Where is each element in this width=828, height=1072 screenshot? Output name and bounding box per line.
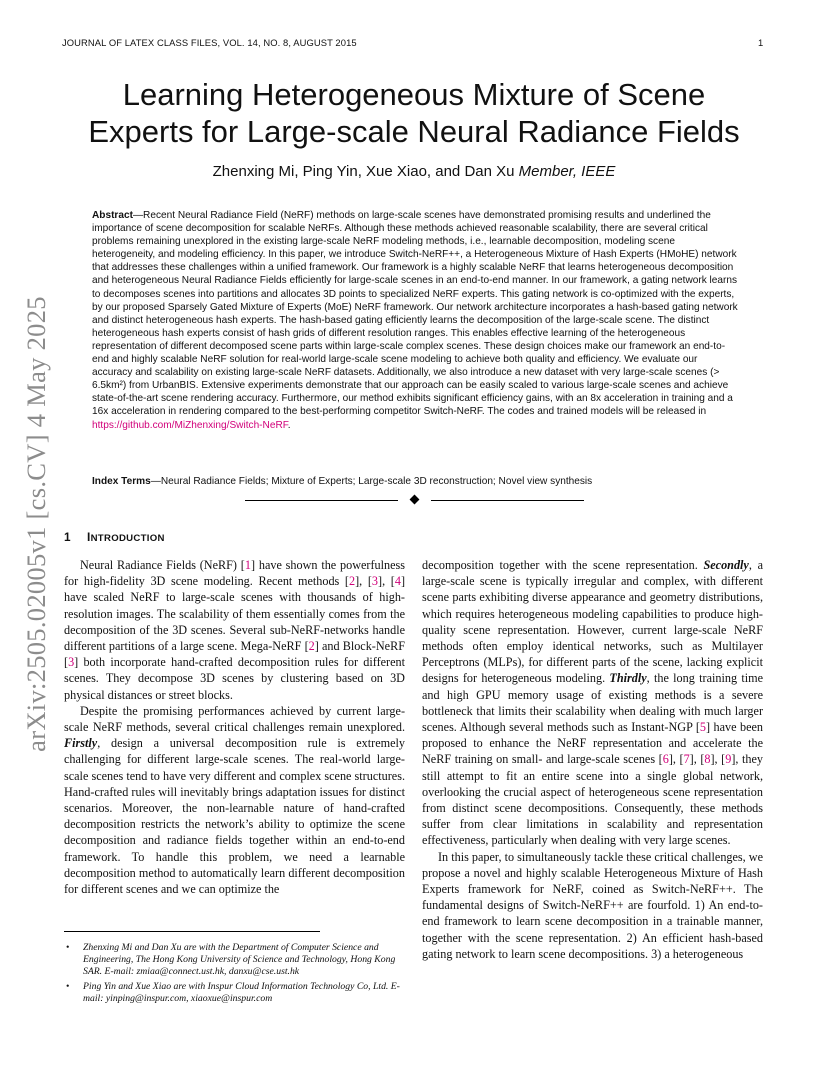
- author-list: [40, 163, 788, 180]
- right-column: [422, 557, 763, 962]
- abstract-label: Abstract: [92, 210, 133, 221]
- section-number: 1: [64, 530, 71, 544]
- title-line-1: Learning Heterogeneous Mixture of Scene: [122, 77, 706, 112]
- section-title-first: I: [87, 530, 91, 544]
- text-run: decomposition together with the scene representation.: [422, 558, 704, 572]
- bullet-icon: •: [66, 942, 70, 953]
- citation-link[interactable]: 4: [394, 574, 401, 589]
- bullet-icon: •: [66, 980, 70, 992]
- citation-link[interactable]: 3: [68, 655, 75, 670]
- citation-link[interactable]: 8: [704, 752, 711, 767]
- arxiv-identifier-stamp: arXiv:2505.02005v1 [cs.CV] 4 May 2025: [21, 296, 51, 752]
- index-terms: [92, 475, 738, 488]
- citation-link[interactable]: 5: [699, 720, 707, 735]
- title-line-2: Experts for Large-scale Neural Radiance Fields: [88, 114, 740, 149]
- section-title-rest: NTRODUCTION: [90, 533, 165, 544]
- footnote-text: Ping Yin and Xue Xiao are with Inspur Cloud Information Technology Co, Ltd. E-mail: yinping@inspur.com, xiaoxue@inspur.com: [83, 980, 400, 1004]
- text-run: In this paper, to simultaneously tackle these critical challenges, we propose a novel and highly scalable Heterogeneous Mixture of Hash Experts framework for NeRF, coined as Switch-NeRF++. The fundamental designs of Switch-NeRF++ are fourfold. 1) An end-to-end framework to learn scene decomposition in a trainable manner, together with the scene representation. 2) An efficient hash-based gating network to learn scene decompositions. 3) a heterogeneous: [422, 849, 763, 961]
- text-run: , the long training time and high GPU memory usage of existing methods is a severe bottleneck that limits their scalability when dealing with much larger scenes. Although several methods such as Instant-NGP [: [422, 671, 763, 735]
- abstract-text: —Recent Neural Radiance Field (NeRF) methods on large-scale scenes have demonstrated promising results and underlined the importance of scene decomposition for scalable NeRFs. Although these methods achieved reasonable scalability, there are several critical problems remaining unexplored in the existing large-scale NeRF modeling methods, i.e., learnable decomposition, modeling scene heterogeneity, and modeling efficiency. In this paper, we introduce Switch-NeRF++, a Heterogeneous Mixture of Hash Experts (HMoHE) network that addresses these challenges within a unified framework. Our framework is a highly scalable NeRF that learns heterogeneous decomposition and heterogeneous Neural Radiance Fields efficiently for large-scale scenes in an end-to-end manner. In our framework, a gating network learns to decomposes scenes into partitions and allocates 3D points to specialized NeRF experts. This gating network is co-optimized with the experts, by our proposed Sparsely Gated Mixture of Experts (MoE) NeRF framework. Our network architecture incorporates a hash-based gating network and distinct heterogeneous hash experts. The hash-based gating efficiently learns the decomposition of the large-scale scene. The distinct heterogeneous hash experts consist of hash grids of different resolution ranges. This enables effective learning of the heterogeneous representation of different decomposed scene parts within large-scale complex scenes. These design choices make our framework an end-to-end and highly scalable NeRF solution for real-world large-scale scene modeling to achieve both quality and efficiency. We evaluate our accuracy and scalability on existing large-scale NeRF datasets. Additionally, we also introduce a new dataset with very large-scale scenes (> 6.5km²) from UrbanBIS. Extensive experiments demonstrate that our approach can be easily scaled to various large-scale scenes and achieve state-of-the-art scene rendering accuracy. Furthermore, our method exhibits significant efficiency gains, with an 8x acceleration in training and a 16x acceleration in rendering compared to the best-performing competitor Switch-NeRF. The codes and trained models will be released in: [92, 210, 738, 418]
- footnote-item: [64, 942, 405, 979]
- paragraph-1: [64, 557, 405, 703]
- index-terms-text: —Neural Radiance Fields; Mixture of Experts; Large-scale 3D reconstruction; Novel view synthesis: [150, 476, 593, 487]
- left-column: [64, 557, 405, 897]
- text-run: Neural Radiance Fields (NeRF) [: [80, 558, 245, 572]
- text-run: ], [: [710, 752, 726, 767]
- abstract-end: .: [287, 419, 291, 431]
- text-run: ], they still attempt to fit an entire scene into a single global network, overlooking the crucial aspect of heterogeneous scene representation from distinct scene decompositions. Consequently, these methods suffer from clear limitations in scalability and representation effectiveness, particularly when dealing with very large scenes.: [422, 752, 764, 848]
- citation-link[interactable]: 2: [349, 574, 356, 589]
- citation-link[interactable]: 7: [683, 752, 690, 767]
- emphasis: Firstly: [64, 736, 98, 751]
- page-number: 1: [758, 37, 764, 48]
- separator-rule-right: [431, 500, 584, 501]
- text-run: ] have shown the powerfulness for high-fidelity 3D scene modeling. Recent methods [: [64, 558, 406, 589]
- diamond-ornament-icon: [410, 495, 420, 505]
- citation-link[interactable]: 3: [371, 574, 379, 589]
- text-run: ], [: [378, 574, 395, 589]
- footnotes: [64, 942, 405, 1007]
- footnote-text: Zhenxing Mi and Dan Xu are with the Department of Computer Science and Engineering, The Hong Kong University of Science and Technology, Hong Kong SAR. E-mail: zmiaa@connect.ust.hk, danxu@cse.ust.hk: [83, 942, 396, 978]
- text-run: , design a universal decomposition rule is extremely challenging for different large-scale scenes. The real-world large-scale scenes tend to have very different and complex scene structures. Hand-crafted rules will inevitably brings adaptation issues for distinct scenarios. Moreover, the non-learnable nature of hand-crafted decomposition restricts the network’s ability to optimize the scene decomposition and radiance fields together within an end-to-end framework. To handle this problem, we need a learnable decomposition method to automatically learn different decomposition for different scenes and we can optimize the: [64, 736, 405, 897]
- footnote-item: [64, 981, 405, 1005]
- citation-link[interactable]: 6: [662, 752, 669, 767]
- paper-title: [40, 76, 788, 150]
- emphasis: Secondly: [703, 558, 749, 572]
- text-run: ] have been proposed to enhance the NeRF representation and accelerate the NeRF training on small- and large-scale scenes [: [422, 720, 763, 767]
- section-heading: [64, 530, 165, 544]
- running-header: JOURNAL OF LATEX CLASS FILES, VOL. 14, NO. 8, AUGUST 2015: [62, 37, 357, 48]
- paragraph-continued: [422, 557, 763, 849]
- text-run: ], [: [355, 574, 372, 589]
- footnote-rule: [64, 931, 320, 932]
- citation-link[interactable]: 1: [244, 558, 251, 572]
- paragraph-3: [422, 849, 763, 962]
- abstract: [92, 209, 738, 432]
- text-run: ], [: [668, 752, 684, 767]
- text-run: ], [: [689, 752, 705, 767]
- text-run: , a large-scale scene is typically irregular and complex, with different scene parts exhibiting diverse appearance and geometry distributions, which requires heterogeneous modeling capabilities to produce high-quality scene representation. However, current large-scale NeRF methods often employ identical networks, such as Multilayer Perceptrons (MLPs), for different parts of the scene, lacking explicit designs for heterogeneous modeling.: [422, 558, 763, 686]
- emphasis: Thirdly: [609, 671, 647, 686]
- paragraph-2: [64, 703, 405, 897]
- index-terms-label: Index Terms: [92, 476, 151, 487]
- separator-rule-left: [245, 500, 398, 501]
- text-run: Despite the promising performances achieved by current large-scale NeRF methods, several critical challenges remain unexplored.: [64, 703, 405, 735]
- citation-link[interactable]: 2: [308, 639, 315, 654]
- text-run: ] both incorporate hand-crafted decomposition rules for different scenes. They decompose 3D scenes by clustering based on 3D physical distances or street blocks.: [64, 655, 405, 702]
- code-link[interactable]: https://github.com/MiZhenxing/Switch-NeRF: [92, 419, 288, 431]
- author-names: Zhenxing Mi, Ping Yin, Xue Xiao, and Dan Xu: [212, 163, 515, 180]
- citation-link[interactable]: 9: [725, 752, 732, 767]
- text-run: ] have scaled NeRF to large-scale scenes with thousands of high-resolution images. The scalability of them essentially comes from the decomposition of the 3D scenes. Several sub-NeRF-networks handle different partitions of a large scene. Mega-NeRF [: [64, 574, 405, 654]
- author-affiliation-tag: Member, IEEE: [518, 163, 616, 180]
- text-run: ] and Block-NeRF [: [64, 639, 405, 670]
- section-separator: [245, 494, 584, 508]
